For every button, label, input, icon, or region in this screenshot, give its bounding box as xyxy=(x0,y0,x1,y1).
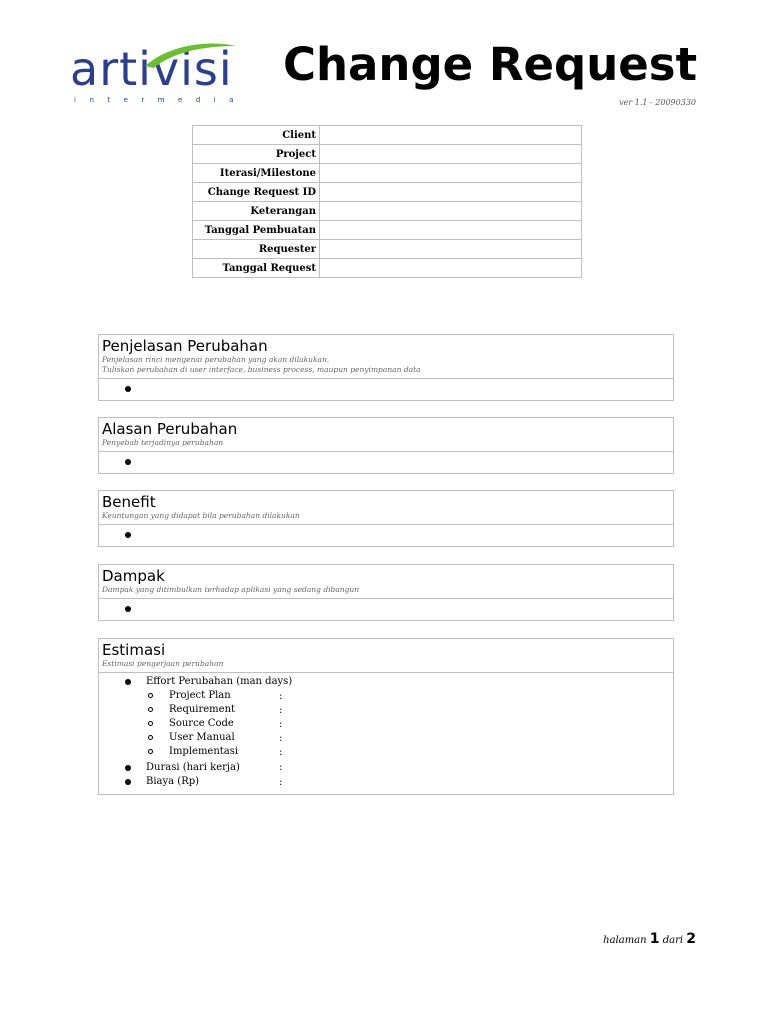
bullet-icon xyxy=(125,459,131,465)
table-row xyxy=(193,202,582,221)
section-body[interactable] xyxy=(99,452,673,473)
row-value[interactable] xyxy=(320,259,582,278)
durasi-label: Durasi (hari kerja) xyxy=(146,762,240,773)
section-title: Estimasi xyxy=(102,641,166,659)
bullet-icon xyxy=(125,779,131,785)
section-title: Benefit xyxy=(102,493,156,511)
bullet-icon xyxy=(125,765,131,771)
section-title: Dampak xyxy=(102,567,165,585)
row-label: Tanggal Pembuatan xyxy=(193,221,320,240)
section-description: Penyebab terjadinya perubahan xyxy=(102,438,224,447)
colon: : xyxy=(279,777,283,788)
logo-swoosh-icon xyxy=(140,40,240,70)
section-body[interactable] xyxy=(99,673,673,794)
table-row xyxy=(193,164,582,183)
page-number: 1 xyxy=(649,931,660,947)
section-title: Alasan Perubahan xyxy=(102,420,238,438)
bullet-icon xyxy=(125,606,131,612)
row-label: Keterangan xyxy=(193,202,320,221)
circle-bullet-icon xyxy=(148,707,153,712)
artivisi-logo xyxy=(70,42,247,106)
row-label: Project xyxy=(193,145,320,164)
section-dampak xyxy=(98,564,674,621)
section-body[interactable] xyxy=(99,379,673,400)
section-body[interactable] xyxy=(99,525,673,546)
footer-mid: dari xyxy=(662,935,684,946)
page-total: 2 xyxy=(686,931,696,947)
section-header xyxy=(99,335,673,379)
section-benefit xyxy=(98,490,674,547)
sub-item-label: User Manual xyxy=(169,732,235,743)
biaya-label: Biaya (Rp) xyxy=(146,776,200,787)
row-label: Change Request ID xyxy=(193,183,320,202)
section-header xyxy=(99,565,673,599)
section-estimasi xyxy=(98,638,674,795)
bullet-icon xyxy=(125,386,131,392)
section-description: Dampak yang ditimbulkan terhadap aplikasi yang sedang dibangun xyxy=(102,585,360,594)
table-row xyxy=(193,145,582,164)
section-description: Estimasi pengerjaan perubahan xyxy=(102,659,224,668)
sub-item-label: Project Plan xyxy=(169,690,231,701)
version-label: ver 1.1 - 20090330 xyxy=(619,98,696,107)
circle-bullet-icon xyxy=(148,721,153,726)
page-footer xyxy=(603,931,696,947)
page-title: Change Request xyxy=(283,38,698,91)
row-label: Tanggal Request xyxy=(193,259,320,278)
row-label: Iterasi/Milestone xyxy=(193,164,320,183)
bullet-icon xyxy=(125,532,131,538)
footer-prefix: halaman xyxy=(603,935,647,946)
colon: : xyxy=(279,705,283,716)
sub-item-label: Source Code xyxy=(169,718,234,729)
section-body[interactable] xyxy=(99,599,673,620)
section-alasan xyxy=(98,417,674,474)
table-row xyxy=(193,221,582,240)
colon: : xyxy=(279,747,283,758)
colon: : xyxy=(279,733,283,744)
table-row xyxy=(193,183,582,202)
section-description: Tuliskan perubahan di user interface, business process, maupun penyimpanan data xyxy=(102,365,421,374)
row-value[interactable] xyxy=(320,240,582,259)
table-row xyxy=(193,240,582,259)
table-row xyxy=(193,259,582,278)
colon: : xyxy=(279,719,283,730)
row-value[interactable] xyxy=(320,202,582,221)
row-label: Requester xyxy=(193,240,320,259)
row-value[interactable] xyxy=(320,164,582,183)
row-label: Client xyxy=(193,126,320,145)
sub-item-label: Requirement xyxy=(169,704,236,715)
row-value[interactable] xyxy=(320,145,582,164)
circle-bullet-icon xyxy=(148,749,153,754)
logo-wordmark: artivisi xyxy=(70,42,233,96)
section-penjelasan xyxy=(98,334,674,401)
section-header xyxy=(99,418,673,452)
logo-subtext: intermedia xyxy=(74,96,247,104)
table-row xyxy=(193,126,582,145)
section-description: Keuntungan yang didapat bila perubahan dilakukan xyxy=(102,511,300,520)
info-table xyxy=(192,125,582,278)
row-value[interactable] xyxy=(320,221,582,240)
row-value[interactable] xyxy=(320,126,582,145)
colon: : xyxy=(279,691,283,702)
section-header xyxy=(99,639,673,673)
section-description: Penjelasan rinci mengenai perubahan yang akan dilakukan. xyxy=(102,355,330,364)
circle-bullet-icon xyxy=(148,693,153,698)
effort-label: Effort Perubahan (man days) xyxy=(146,676,293,687)
bullet-icon xyxy=(125,679,131,685)
row-value[interactable] xyxy=(320,183,582,202)
section-header xyxy=(99,491,673,525)
sub-item-label: Implementasi xyxy=(169,746,239,757)
colon: : xyxy=(279,762,283,773)
circle-bullet-icon xyxy=(148,735,153,740)
section-title: Penjelasan Perubahan xyxy=(102,337,268,355)
